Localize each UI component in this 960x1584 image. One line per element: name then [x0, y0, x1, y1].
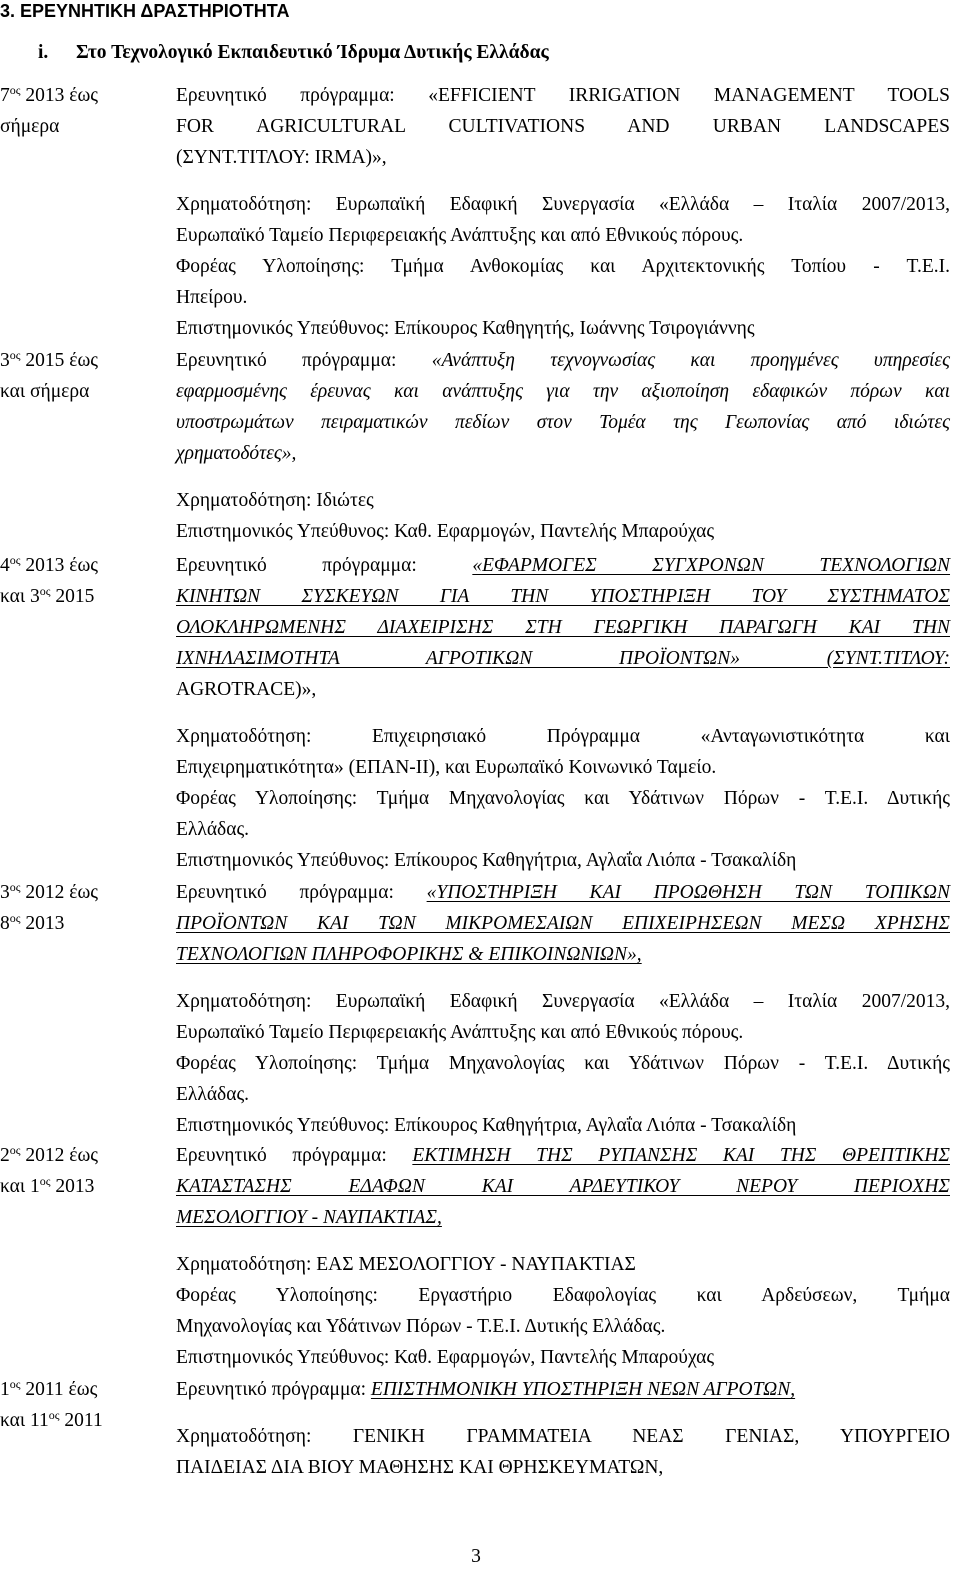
section-title: ΕΡΕΥΝΗΤΙΚΗ ΔΡΑΣΤΗΡΙΟΤΗΤΑ: [20, 1, 290, 21]
supervisor-line: Επιστημονικός Υπεύθυνος: Καθ. Εφαρμογών, Παντελής Μπαρούχας: [176, 521, 715, 542]
program-title: Ερευνητικό πρόγραμμα: «EFFICIENT IRRIGATION MANAGEMENT TOOLS FOR AGRICULTURAL CULTIVATIONS AND URBAN LANDSCAPES (ΣΥΝΤ.ΤΙΤΛΟΥ: IRMA)»,: [176, 85, 950, 168]
entry-period: $2^{o\varsigma}$ 2012 έως και $1^{o\varsigma}$ 2013: [0, 1143, 99, 1197]
subsection-title: Στο Τεχνολογικό Εκπαιδευτικό Ίδρυμα Δυτικής Ελλάδας: [76, 42, 549, 63]
agency-line: Φορέας Υλοποίησης: Τμήμα Μηχανολογίας και Υδάτινων Πόρων - Τ.Ε.Ι. Δυτικής: [176, 1053, 950, 1074]
program-info: [176, 721, 950, 876]
supervisor-line: Επιστημονικός Υπεύθυνος: Επίκουρος Καθηγήτρια, Αγλαΐα Λιόπα - Τσακαλίδη: [176, 850, 797, 871]
funding-line: Χρηματοδότηση: ΕΑΣ ΜΕΣΟΛΟΓΓΙΟΥ - ΝΑΥΠΑΚΤΙΑΣ: [176, 1254, 636, 1275]
agency-line: Ελλάδας.: [176, 1084, 250, 1105]
entry-details: [176, 550, 950, 876]
entry-period: $4^{o\varsigma}$ 2013 έως και $3^{o\varsigma}$ 2015: [0, 553, 99, 607]
program-info: [176, 986, 950, 1141]
program-title: Ερευνητικό πρόγραμμα: «ΥΠΟΣΤΗΡΙΞΗ ΚΑΙ ΠΡΟΩΘΗΣΗ ΤΩΝ ΤΟΠΙΚΩΝ ΠΡΟΪΟΝΤΩΝ ΚΑΙ ΤΩΝ ΜΙΚΡΟΜΕΣΑΙΩΝ ΕΠΙΧΕΙΡΗΣΕΩΝ ΜΕΣΩ ΧΡΗΣΗΣ ΤΕΧΝΟΛΟΓΙΩΝ ΠΛΗΡΟΦΟΡΙΚΗΣ & ΕΠΙΚΟΙΝΩΝΙΩΝ»,: [176, 882, 950, 965]
entry-period: $7^{o\varsigma}$ 2013 έως σήμερα: [0, 83, 99, 137]
funding-line: Χρηματοδότηση: Ιδιώτες: [176, 490, 374, 511]
entry-details: [176, 80, 950, 344]
supervisor-line: Επιστημονικός Υπεύθυνος: Επίκουρος Καθηγητής, Ιωάννης Τσιρογιάννης: [176, 318, 755, 339]
funding-line: Χρηματοδότηση: ΓΕΝΙΚΗ ΓΡΑΜΜΑΤΕΙΑ ΝΕΑΣ ΓΕΝΙΑΣ, ΥΠΟΥΡΓΕΙΟ: [176, 1426, 950, 1447]
program-title: Ερευνητικό πρόγραμμα: ΕΚΤΙΜΗΣΗ ΤΗΣ ΡΥΠΑΝΣΗΣ ΚΑΙ ΤΗΣ ΘΡΕΠΤΙΚΗΣ ΚΑΤΑΣΤΑΣΗΣ ΕΔΑΦΩΝ ΚΑΙ ΑΡΔΕΥΤΙΚΟΥ ΝΕΡΟΥ ΠΕΡΙΟΧΗΣ ΜΕΣΟΛΟΓΓΙΟΥ - ΝΑΥΠΑΚΤΙΑΣ,: [176, 1145, 950, 1228]
program-info: [176, 1421, 950, 1483]
program-title: Ερευνητικό πρόγραμμα: «Ανάπτυξη τεχνογνωσίας και προηγμένες υπηρεσίες εφαρμοσμένης έρευνας και ανάπτυξης για την αξιοποίηση εδαφικών πόρων και υποστρωμάτων πειραματικών πεδίων στον Τομέα της Γεωπονίας από ιδιώτες χρηματοδότες»,: [176, 350, 950, 464]
subsection-heading: [38, 42, 549, 64]
entry-details: [176, 877, 950, 1141]
funding-line: Χρηματοδότηση: Ευρωπαϊκή Εδαφική Συνεργασία «Ελλάδα – Ιταλία 2007/2013,: [176, 991, 950, 1012]
entry-details: [176, 1374, 950, 1483]
entry-period: $3^{o\varsigma}$ 2015 έως και σήμερα: [0, 348, 99, 402]
page-number: 3: [471, 1546, 481, 1567]
agency-line: Φορέας Υλοποίησης: Εργαστήριο Εδαφολογίας και Αρδεύσεων, Τμήμα: [176, 1285, 950, 1306]
entry-details: [176, 345, 950, 547]
subsection-number: i.: [38, 42, 49, 63]
program-info: [176, 1249, 950, 1373]
program-title: Ερευνητικό πρόγραμμα: ΕΠΙΣΤΗΜΟΝΙΚΗ ΥΠΟΣΤΗΡΙΞΗ ΝΕΩΝ ΑΓΡΟΤΩΝ,: [176, 1379, 796, 1400]
funding-line: Χρηματοδότηση: Ευρωπαϊκή Εδαφική Συνεργασία «Ελλάδα – Ιταλία 2007/2013,: [176, 194, 950, 215]
agency-line: Ελλάδας.: [176, 819, 250, 840]
funding-line: Χρηματοδότηση: Επιχειρησιακό Πρόγραμμα «Ανταγωνιστικότητα και: [176, 726, 950, 747]
agency-line: Ηπείρου.: [176, 287, 248, 308]
entry-details: [176, 1140, 950, 1373]
agency-line: Φορέας Υλοποίησης: Τμήμα Μηχανολογίας και Υδάτινων Πόρων - Τ.Ε.Ι. Δυτικής: [176, 788, 950, 809]
agency-line: Φορέας Υλοποίησης: Τμήμα Ανθοκομίας και Αρχιτεκτονικής Τοπίου - Τ.Ε.Ι.: [176, 256, 950, 277]
agency-line: Μηχανολογίας και Υδάτινων Πόρων - Τ.Ε.Ι. Δυτικής Ελλάδας.: [176, 1316, 666, 1337]
entry-period: $1^{o\varsigma}$ 2011 έως και $11^{o\varsigma}$ 2011: [0, 1377, 103, 1431]
entry-period: $3^{o\varsigma}$ 2012 έως $8^{o\varsigma}$ 2013: [0, 880, 99, 934]
program-info: [176, 485, 950, 547]
funding-line: Ευρωπαϊκό Ταμείο Περιφερειακής Ανάπτυξης και από Εθνικούς πόρους.: [176, 225, 744, 246]
section-number: 3.: [0, 1, 16, 21]
supervisor-line: Επιστημονικός Υπεύθυνος: Καθ. Εφαρμογών, Παντελής Μπαρούχας: [176, 1347, 715, 1368]
section-heading: [0, 1, 289, 22]
program-title: Ερευνητικό πρόγραμμα: «ΕΦΑΡΜΟΓΕΣ ΣΥΓΧΡΟΝΩΝ ΤΕΧΝΟΛΟΓΙΩΝ ΚΙΝΗΤΩΝ ΣΥΣΚΕΥΩΝ ΓΙΑ ΤΗΝ ΥΠΟΣΤΗΡΙΞΗ ΤΟΥ ΣΥΣΤΗΜΑΤΟΣ ΟΛΟΚΛΗΡΩΜΕΝΗΣ ΔΙΑΧΕΙΡΙΣΗΣ ΣΤΗ ΓΕΩΡΓΙΚΗ ΠΑΡΑΓΩΓΗ ΚΑΙ ΤΗΝ ΙΧΝΗΛΑΣΙΜΟΤΗΤΑ ΑΓΡΟΤΙΚΩΝ ΠΡΟΪΟΝΤΩΝ» (ΣΥΝΤ.ΤΙΤΛΟΥ: AGROTRACE)»,: [176, 555, 951, 700]
funding-line: Ευρωπαϊκό Ταμείο Περιφερειακής Ανάπτυξης και από Εθνικούς πόρους.: [176, 1022, 744, 1043]
funding-line: Επιχειρηματικότητα» (ΕΠΑΝ-ΙΙ), και Ευρωπαϊκό Κοινωνικό Ταμείο.: [176, 757, 717, 778]
supervisor-line: Επιστημονικός Υπεύθυνος: Επίκουρος Καθηγήτρια, Αγλαΐα Λιόπα - Τσακαλίδη: [176, 1115, 797, 1136]
program-info: [176, 189, 950, 344]
funding-line: ΠΑΙΔΕΙΑΣ ΔΙΑ ΒΙΟΥ ΜΑΘΗΣΗΣ ΚΑΙ ΘΡΗΣΚΕΥΜΑΤΩΝ,: [176, 1457, 664, 1478]
